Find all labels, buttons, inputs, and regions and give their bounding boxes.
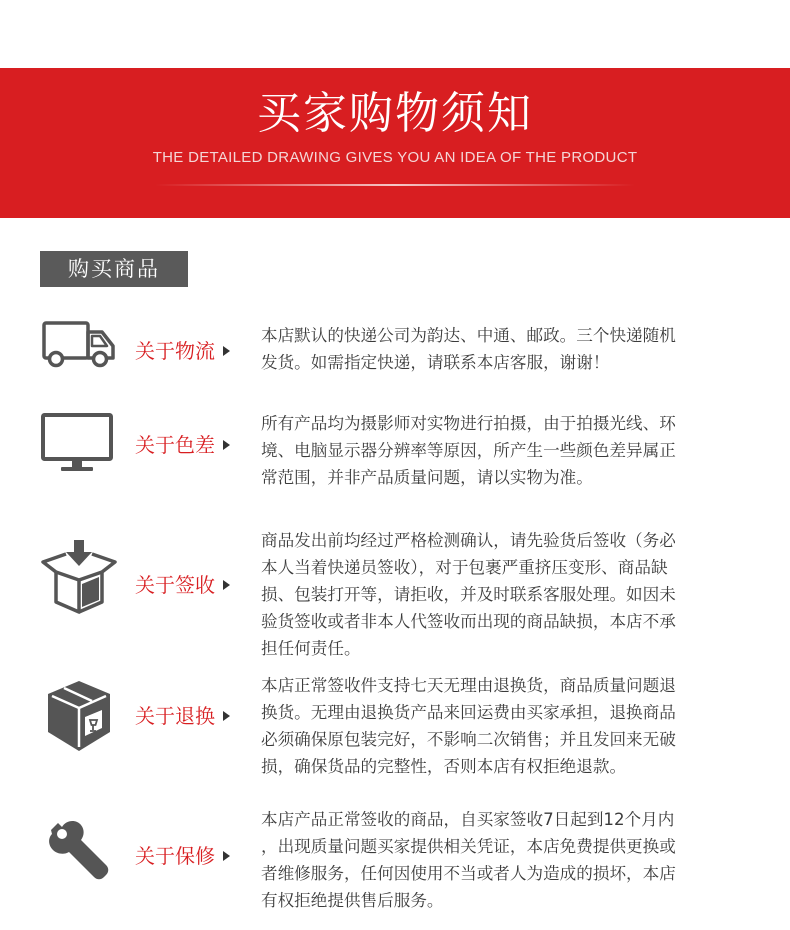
desc-color	[261, 410, 741, 491]
header-banner	[0, 68, 790, 218]
desc-line: 本店默认的快递公司为韵达、中通、邮政。三个快递随机	[261, 326, 676, 345]
desc-line: 必须确保原包装完好，不影响二次销售；并且发回来无破	[261, 730, 676, 749]
arrow-right-icon	[223, 346, 230, 356]
page-subtitle: THE DETAILED DRAWING GIVES YOU AN IDEA OF THE PRODUCT	[152, 149, 638, 166]
desc-line: 本人当着快递员签收），对于包裹严重挤压变形、商品缺	[261, 558, 668, 577]
desc-line: 换货。无理由退换货产品来回运费由买家承担，退换商品	[261, 703, 676, 722]
label-color	[135, 430, 247, 460]
wrench-icon	[38, 810, 120, 892]
desc-line: 发货。如需指定快递，请联系本店客服，谢谢！	[261, 353, 610, 372]
banner-divider	[155, 184, 635, 186]
desc-receipt	[261, 527, 741, 662]
desc-line: 损、包装打开等，请拒收，并及时联系客服处理。如因未	[261, 585, 676, 604]
page-title: 买家购物须知	[257, 88, 533, 139]
label-returns	[135, 701, 247, 731]
desc-line: ，出现质量问题买家提供相关凭证，本店免费提供更换或	[261, 837, 676, 856]
desc-line: 损，确保货品的完整性，否则本店有权拒绝退款。	[261, 757, 627, 776]
arrow-right-icon	[223, 851, 230, 861]
label-color-text: 关于色差	[135, 433, 215, 457]
label-receipt	[135, 570, 247, 600]
open-box-icon	[38, 536, 120, 618]
label-logistics-text: 关于物流	[135, 339, 215, 363]
arrow-right-icon	[223, 440, 230, 450]
label-returns-text: 关于退换	[135, 704, 215, 728]
desc-line: 本店正常签收件支持七天无理由退换货，商品质量问题退	[261, 676, 676, 695]
desc-line: 商品发出前均经过严格检测确认，请先验货后签收（务必	[261, 531, 676, 550]
desc-line: 担任何责任。	[261, 639, 361, 658]
package-icon	[38, 675, 120, 757]
desc-line: 验货签收或者非本人代签收而出现的商品缺损，本店不承	[261, 612, 676, 631]
truck-icon	[38, 310, 120, 392]
label-receipt-text: 关于签收	[135, 573, 215, 597]
desc-warranty	[261, 806, 741, 914]
desc-line: 有权拒绝提供售后服务。	[261, 891, 444, 910]
label-warranty-text: 关于保修	[135, 844, 215, 868]
arrow-right-icon	[223, 711, 230, 721]
section-tag: 购买商品	[40, 251, 188, 287]
desc-returns	[261, 672, 741, 780]
label-warranty	[135, 841, 247, 871]
desc-logistics	[261, 322, 741, 376]
desc-line: 者维修服务，任何因使用不当或者人为造成的损坏，本店	[261, 864, 676, 883]
label-logistics	[135, 336, 247, 366]
monitor-icon	[38, 404, 120, 486]
desc-line: 常范围，并非产品质量问题，请以实物为准。	[261, 468, 593, 487]
desc-line: 所有产品均为摄影师对实物进行拍摄，由于拍摄光线、环	[261, 414, 676, 433]
desc-line: 境、电脑显示器分辨率等原因，所产生一些颜色差异属正	[261, 441, 676, 460]
arrow-right-icon	[223, 580, 230, 590]
desc-line: 本店产品正常签收的商品，自买家签收7日起到12个月内	[261, 810, 675, 829]
